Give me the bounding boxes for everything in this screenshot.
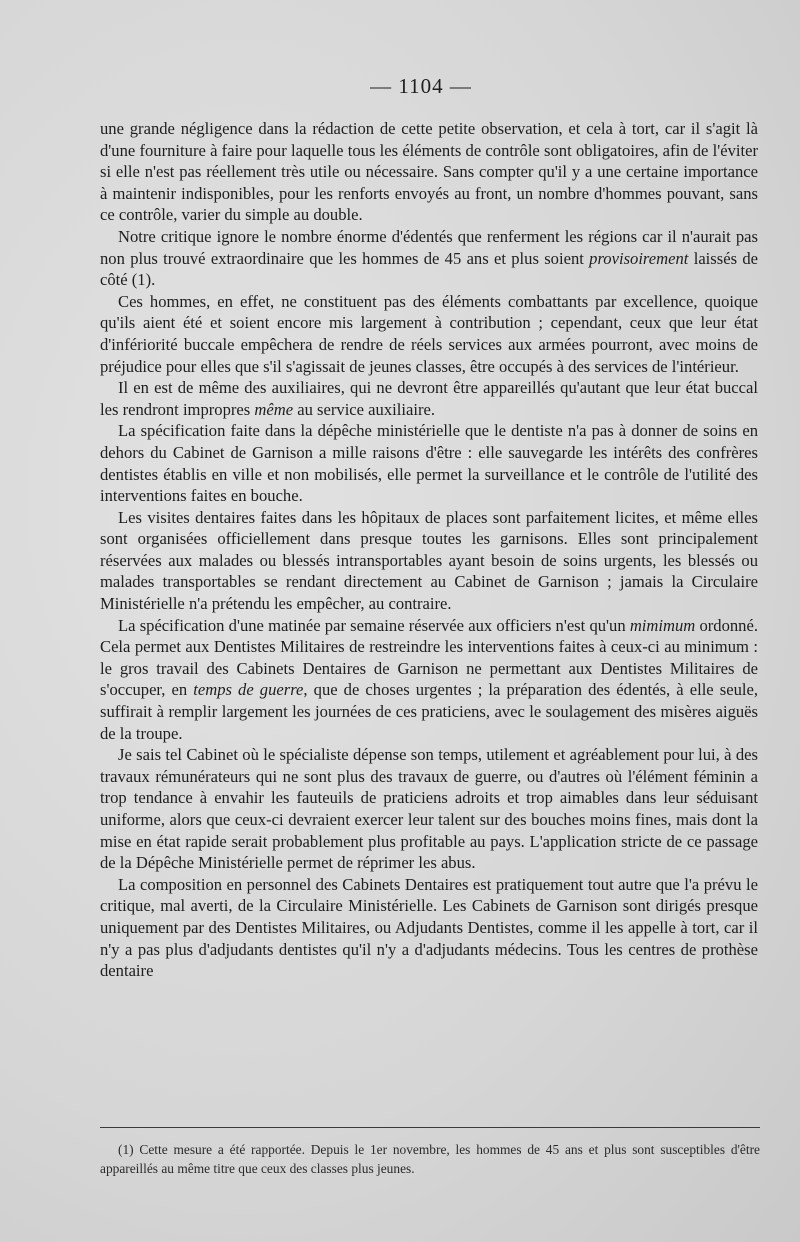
- footnote-divider: [100, 1127, 760, 1128]
- italic-text: temps de guerre: [193, 680, 304, 700]
- text-run: La spécification faite dans la dépêche ministérielle que le dentiste n'a pas à donner de soins en dehors du Cabinet de Garnison a mille raisons d'être : elle sauvegarde les intérêts des confrères dentistes établis en ville et non mobilisés, elle permet la surveillance et le contrôle de l'utilité des interventions faites en bouche.: [100, 421, 758, 506]
- body-paragraph: [100, 874, 758, 982]
- body-paragraph: [100, 377, 758, 420]
- text-run: Les visites dentaires faites dans les hôpitaux de places sont parfaitement licites, et même elles sont organisées officiellement dans presque toutes les garnisons. Elles sont principalement réservées aux malades ou blessés intransportables ayant besoin de soins urgents, les blessés ou malades transportables se rendant directement au Cabinet de Garnison ; jamais la Circulaire Ministérielle n'a prétendu les empêcher, au contraire.: [100, 507, 758, 614]
- body-paragraph: [100, 420, 758, 506]
- footnote-text: (1) Cette mesure a été rapportée. Depuis le 1er novembre, les hommes de 45 ans et plus sont susceptibles d'être appareillés au même titre que ceux des classes plus jeunes.: [100, 1142, 760, 1176]
- text-run: Il en est de même des auxiliaires, qui ne devront être appareillés qu'autant que leur état buccal les rendront impropres: [100, 378, 758, 419]
- page-number: — 1104 —: [370, 74, 472, 98]
- body-text: [100, 118, 758, 982]
- body-paragraph: [100, 507, 758, 615]
- italic-text: provisoirement: [589, 248, 689, 268]
- body-paragraph: [100, 615, 758, 745]
- body-paragraph: [100, 291, 758, 377]
- text-run: Ces hommes, en effet, ne constituent pas des éléments combattants par excellence, quoique qu'ils aient été et soient encore mis largement à contribution ; cependant, ceux que leur état d'infériorité buccale empêchera de rendre de réels services aux armées pourront, avec moins de préjudice pour elles que s'il s'agissait de jeunes classes, être occupés à des services de l'intérieur.: [100, 291, 758, 376]
- italic-text: même: [254, 399, 294, 419]
- text-run: une grande négligence dans la rédaction de cette petite observation, et cela à tort, car il s'agit là d'une fourniture à faire pour laquelle tous les éléments de contrôle sont obligatoires, afin de l'éviter si elle n'est pas réellement très utile ou nécessaire. Sans compter qu'il y a une certaine importance à maintenir indisponibles, pour les renforts envoyés au front, un nombre d'hommes pouvant, sans ce contrôle, varier du simple au double.: [100, 119, 758, 225]
- text-run: Notre critique ignore le nombre énorme d'édentés que renferment les régions car il n'aurait pas non plus trouvé extraordinaire que les hommes de 45 ans et plus soient: [100, 226, 758, 268]
- text-run: La composition en personnel des Cabinets Dentaires est pratiquement tout autre que l'a prévu le critique, mal averti, de la Circulaire Ministérielle. Les Cabinets de Garnison sont dirigés presque uniquement par des Dentistes Militaires, ou Adjudants Dentistes, comme il les appelle à tort, car il n'y a pas plus d'adjudants dentistes qu'il n'y a d'adjudants médecins. Tous les centres de prothèse dentaire: [100, 874, 758, 981]
- text-run: au service auxiliaire.: [293, 399, 435, 419]
- footnote: [100, 1140, 760, 1178]
- italic-text: mimimum: [629, 615, 696, 635]
- text-run: ordonné. Cela permet aux Dentistes Militaires de restreindre les interventions faites à ceux-ci au minimum : le gros travail des Cabinets Dentaires de Garnison ne permettant aux Dentistes Militaires de s'occuper, en: [100, 615, 758, 700]
- text-run: , que de choses urgentes ; la préparation des édentés, à elle seule, suffirait à remplir largement les journées de ces praticiens, avec le soulagement des misères aiguës de la troupe.: [100, 680, 758, 743]
- body-paragraph: [100, 226, 758, 291]
- body-paragraph: [100, 118, 758, 226]
- body-paragraph: [100, 744, 758, 874]
- text-run: laissés de côté (1).: [100, 248, 758, 290]
- text-run: La spécification d'une matinée par semaine réservée aux officiers n'est qu'un: [118, 615, 630, 635]
- text-run: Je sais tel Cabinet où le spécialiste dépense son temps, utilement et agréablement pour lui, à des travaux rémunérateurs qui ne sont plus des travaux de guerre, ou d'autres où l'élément féminin a trop tendance à envahir les fauteuils de praticiens adroits et trop aimables dans leur séduisant uniforme, alors que ceux-ci devraient exercer leur talent sur des bouches moins fines, mais dont la mise en état rapide serait probablement plus profitable au pays. L'application stricte de ce passage de la Dépêche Ministérielle permet de réprimer les abus.: [100, 745, 758, 873]
